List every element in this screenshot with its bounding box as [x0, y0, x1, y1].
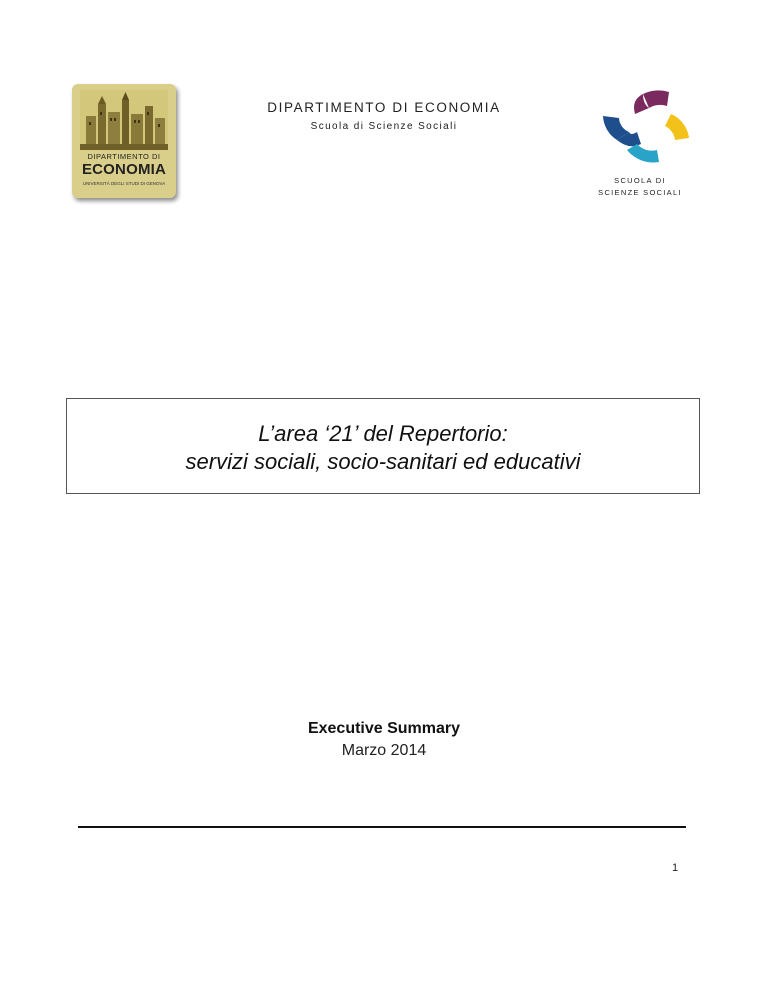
document-date: Marzo 2014 — [341, 742, 427, 759]
school-logo-caption — [580, 175, 700, 199]
department-title: DIPARTIMENTO DI ECONOMIA — [267, 100, 501, 115]
horizontal-rule — [78, 826, 686, 828]
school-swirl-logo-icon — [597, 88, 695, 168]
school-logo-caption-line2: SCIENZE SOCIALI — [598, 188, 682, 197]
school-subtitle: Scuola di Scienze Sociali — [310, 121, 458, 132]
page-number: 1 — [672, 862, 679, 874]
executive-summary-label: Executive Summary — [307, 720, 461, 737]
document-title-line2: servizi sociali, socio-sanitari ed educativi — [185, 449, 581, 474]
logo-left-line3: UNIVERSITÀ DEGLI STUDI DI GENOVA — [82, 181, 166, 186]
university-city-seal-icon — [80, 90, 168, 150]
school-logo-caption-line1: SCUOLA DI — [614, 176, 666, 185]
document-title-line1: L’area ‘21’ del Repertorio: — [258, 421, 508, 446]
department-logo — [72, 84, 176, 198]
logo-left-line1: DIPARTIMENTO DI — [87, 152, 161, 161]
logo-left-line2: ECONOMIA — [81, 161, 167, 178]
document-title-box — [66, 398, 700, 494]
